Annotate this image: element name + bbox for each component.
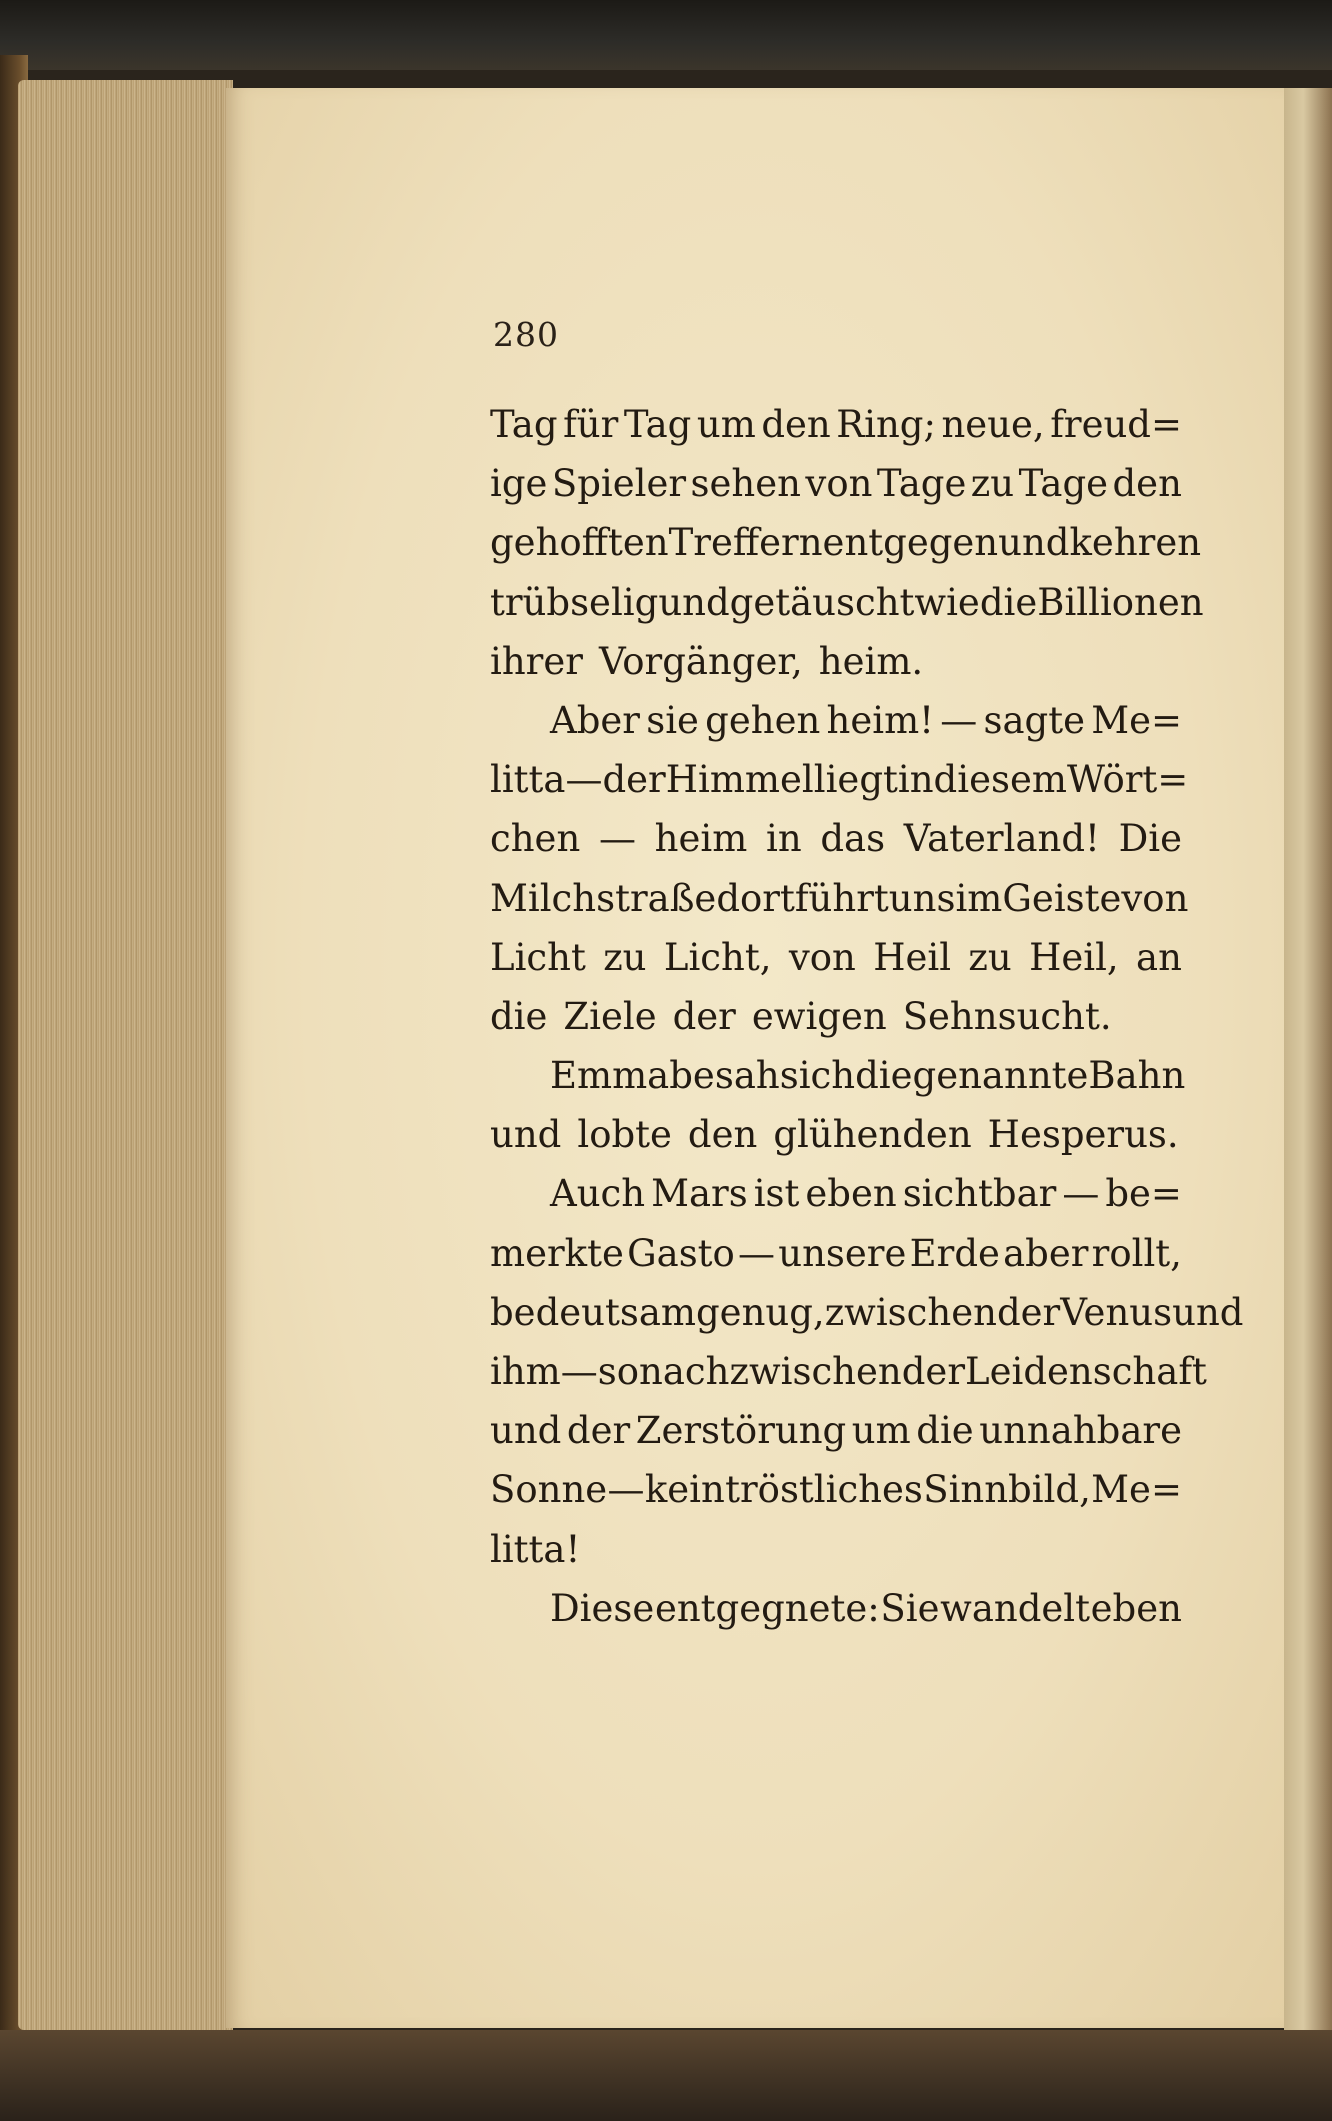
word: heim xyxy=(654,817,748,861)
book-cover-shadow xyxy=(0,0,1332,70)
word: sonach xyxy=(597,1350,730,1393)
text-line xyxy=(490,573,1204,632)
text-line xyxy=(490,454,1182,513)
word: Auch xyxy=(550,1172,646,1216)
word: chen xyxy=(490,817,581,861)
text-line xyxy=(490,1579,1182,1638)
word: von xyxy=(805,462,873,506)
word: ist xyxy=(753,1172,800,1216)
word: liegt xyxy=(813,758,898,802)
word: gehen xyxy=(705,698,821,742)
text-line xyxy=(490,928,1182,987)
word: Sinnbild, xyxy=(923,1468,1091,1512)
word: von xyxy=(788,935,856,979)
word: Diese xyxy=(550,1586,655,1630)
word: diesem xyxy=(933,758,1067,802)
word: der xyxy=(996,1290,1061,1334)
word: merkte xyxy=(490,1231,624,1275)
word: Die xyxy=(1118,817,1182,861)
word: sagte xyxy=(983,698,1085,742)
word: freud= xyxy=(1050,403,1182,446)
word: bedeutsam xyxy=(490,1290,696,1334)
word: Spieler xyxy=(551,462,687,506)
word: ihrer xyxy=(490,639,583,683)
word: den xyxy=(1112,462,1182,506)
word: aber xyxy=(1003,1231,1089,1275)
word: Heil, xyxy=(1029,935,1119,979)
word: in xyxy=(897,758,934,802)
word: Tage xyxy=(1018,462,1109,506)
word: Leidenschaft xyxy=(965,1350,1207,1393)
word: Tag xyxy=(623,403,692,446)
word: die xyxy=(855,1054,913,1098)
word: Himmel xyxy=(665,758,814,802)
text-line xyxy=(490,1283,1244,1342)
word: uns xyxy=(888,876,956,920)
word: die xyxy=(979,580,1038,624)
word: ewigen xyxy=(751,994,887,1038)
word: Hesperus. xyxy=(987,1113,1179,1157)
word: Licht, xyxy=(663,935,772,979)
word: Licht xyxy=(490,935,586,979)
text-line xyxy=(490,632,1182,691)
text-line xyxy=(490,1460,1182,1519)
word: entgegnete: xyxy=(654,1586,880,1630)
word: den xyxy=(761,403,831,446)
text-line xyxy=(490,987,1182,1046)
word: Heil xyxy=(873,935,952,979)
word: im xyxy=(955,876,1003,920)
word: besah xyxy=(669,1054,780,1098)
word: Wört= xyxy=(1066,758,1189,802)
word: Venus xyxy=(1060,1290,1173,1334)
word: Milchstraße xyxy=(490,876,717,920)
word: sich xyxy=(779,1054,856,1098)
word: und xyxy=(490,1113,562,1157)
word: die xyxy=(490,994,548,1038)
word: Sehnsucht. xyxy=(902,994,1112,1038)
word: unsere xyxy=(778,1231,907,1275)
text-line xyxy=(490,1164,1182,1223)
word: Sie xyxy=(880,1586,940,1630)
word: zu xyxy=(970,462,1015,506)
word: rollt, xyxy=(1091,1231,1182,1275)
word: kein xyxy=(644,1468,725,1512)
word: Vaterland! xyxy=(903,817,1100,861)
text-line xyxy=(490,395,1182,454)
word: der xyxy=(672,994,736,1038)
word: Zerstörung xyxy=(635,1409,847,1453)
word: tröstliches xyxy=(725,1468,923,1512)
word: dort xyxy=(716,876,795,920)
word: trübselig xyxy=(490,580,659,624)
word: heim! xyxy=(826,698,935,742)
word: litta! xyxy=(490,1527,581,1571)
word: — xyxy=(565,758,603,802)
word: zwischen xyxy=(729,1350,902,1393)
word: sehen xyxy=(690,462,801,506)
body-text xyxy=(490,395,1244,1638)
word: zwischen xyxy=(824,1290,997,1334)
page-number: 280 xyxy=(493,315,559,354)
word: der xyxy=(901,1350,966,1393)
word: Geiste xyxy=(1002,876,1122,920)
word: entgegen xyxy=(822,521,999,565)
word: um xyxy=(696,403,756,446)
word: — xyxy=(738,1231,776,1275)
text-line xyxy=(490,1520,1182,1579)
word: der xyxy=(566,1409,631,1453)
word: Me= xyxy=(1091,698,1182,742)
word: genannte xyxy=(912,1054,1089,1098)
word: — xyxy=(598,817,636,861)
text-line xyxy=(490,1224,1182,1283)
word: — xyxy=(940,698,978,742)
word: Mars xyxy=(651,1172,748,1216)
word: wandelt xyxy=(940,1586,1090,1630)
word: gehofften xyxy=(490,521,669,565)
word: Sonne xyxy=(490,1468,608,1512)
word: be= xyxy=(1105,1172,1182,1216)
word: ige xyxy=(490,462,548,506)
facing-page-edge xyxy=(1284,88,1332,2048)
word: Me= xyxy=(1091,1468,1182,1512)
word: Tag xyxy=(490,403,558,446)
word: den xyxy=(687,1113,758,1157)
word: unnahbare xyxy=(979,1409,1182,1453)
text-line xyxy=(490,869,1189,928)
word: — xyxy=(1062,1172,1100,1216)
word: von xyxy=(1121,876,1189,920)
word: Bahn xyxy=(1088,1054,1186,1098)
word: führt xyxy=(794,876,889,920)
text-line xyxy=(490,691,1182,750)
word: heim. xyxy=(818,639,924,683)
word: getäuscht xyxy=(729,580,915,624)
word: — xyxy=(607,1468,645,1512)
word: und xyxy=(998,521,1070,565)
text-line xyxy=(490,1401,1182,1460)
text-line xyxy=(490,513,1202,572)
word: glühenden xyxy=(773,1113,972,1157)
stacked-page-edges xyxy=(18,80,233,2030)
word: eben xyxy=(1090,1586,1182,1630)
word: Tage xyxy=(876,462,967,506)
word: an xyxy=(1136,935,1182,979)
word: Billionen xyxy=(1037,580,1204,624)
word: Erde xyxy=(909,1231,1000,1275)
word: genug, xyxy=(696,1290,825,1334)
word: litta xyxy=(490,758,566,802)
text-line xyxy=(490,1046,1186,1105)
word: wie xyxy=(914,580,980,624)
word: neue, xyxy=(941,403,1045,446)
word: Aber xyxy=(550,698,640,742)
word: — xyxy=(560,1350,598,1393)
word: für xyxy=(563,403,619,446)
bottom-shadow xyxy=(0,2030,1332,2121)
text-line xyxy=(490,1105,1182,1164)
word: eben xyxy=(805,1172,897,1216)
word: zu xyxy=(968,935,1012,979)
word: Emma xyxy=(550,1054,670,1098)
word: die xyxy=(916,1409,974,1453)
word: der xyxy=(602,758,666,802)
word: sichtbar xyxy=(902,1172,1057,1216)
word: um xyxy=(851,1409,911,1453)
word: das xyxy=(820,817,886,861)
text-line xyxy=(490,809,1182,868)
text-line xyxy=(490,750,1189,809)
word: Treffern xyxy=(668,521,823,565)
word: und xyxy=(490,1409,562,1453)
word: lobte xyxy=(577,1113,672,1157)
word: zu xyxy=(603,935,647,979)
word: Ring; xyxy=(836,403,936,446)
word: ihm xyxy=(490,1350,561,1393)
text-line xyxy=(490,1342,1207,1401)
word: Vorgänger, xyxy=(598,639,803,683)
word: in xyxy=(766,817,802,861)
word: sie xyxy=(646,698,699,742)
word: kehren xyxy=(1069,521,1202,565)
word: Ziele xyxy=(563,994,657,1038)
word: Gasto xyxy=(627,1231,735,1275)
word: und xyxy=(658,580,730,624)
word: und xyxy=(1172,1290,1244,1334)
